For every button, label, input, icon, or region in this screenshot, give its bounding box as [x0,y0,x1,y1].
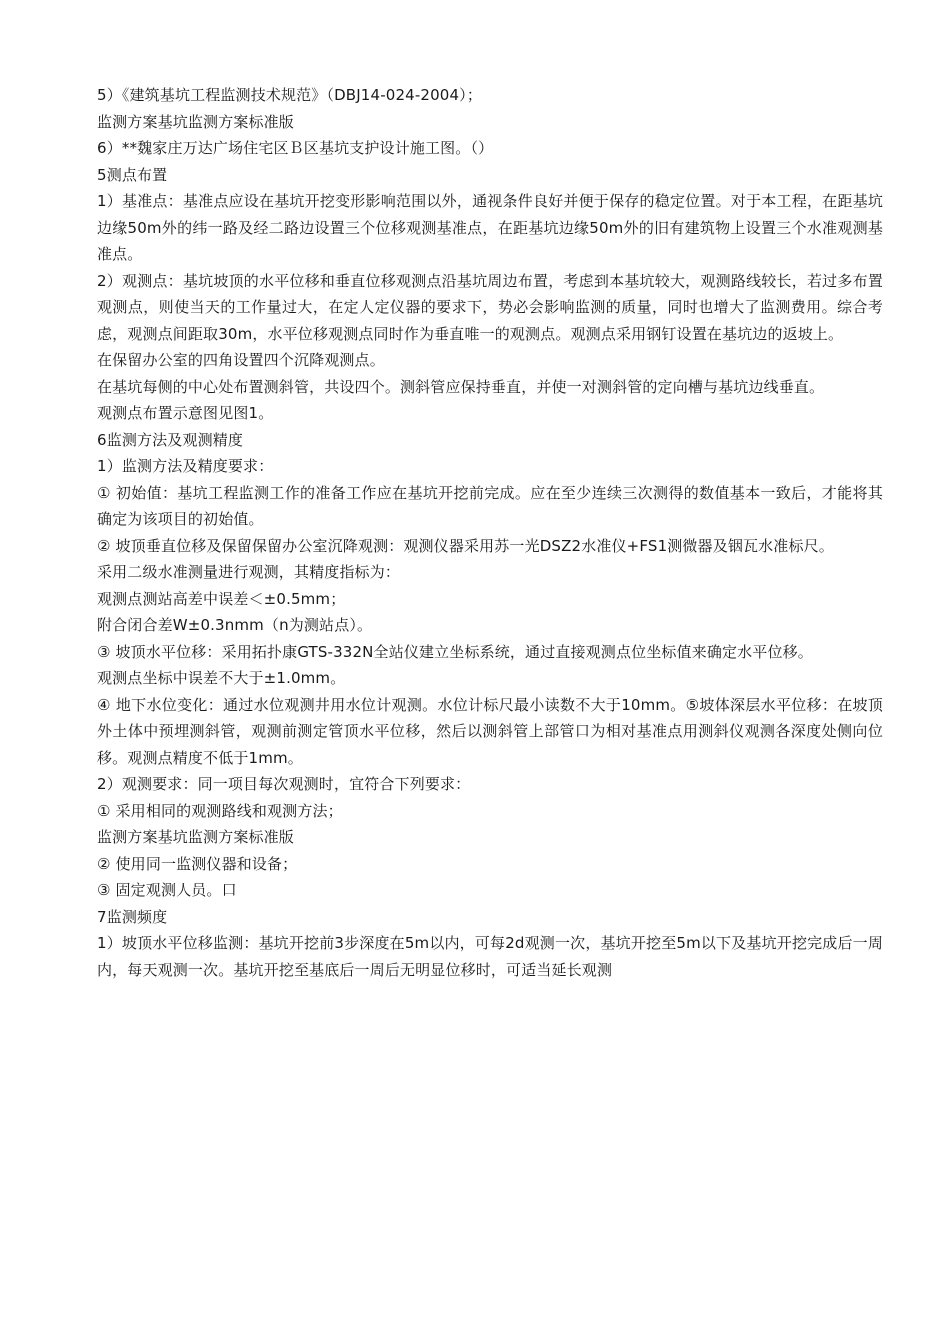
paragraph: ④ 地下水位变化：通过水位观测井用水位计观测。水位计标尺最小读数不大于10mm。⑤坡体深层水平位移：在坡顶外土体中预埋测斜管，观测前测定管顶水平位移，然后以测斜管上部管口为相对基准点用测斜仪观测各深度处侧向位移。观测点精度不低于1mm。 [97,695,883,767]
paragraph: ② 坡顶垂直位移及保留保留办公室沉降观测：观测仪器采用苏一光DSZ2水准仪+FS1测微器及铟瓦水准标尺。 [97,536,834,555]
paragraph: ① 初始值：基坑工程监测工作的准备工作应在基坑开挖前完成。应在至少连续三次测得的数值基本一致后，才能将其确定为该项目的初始值。 [97,483,883,528]
paragraph: 监测方案基坑监测方案标准版 [97,112,294,131]
section-heading: 5测点布置 [97,165,168,184]
paragraph: 1）基准点：基准点应设在基坑开挖变形影响范围以外，通视条件良好并便于保存的稳定位置。对于本工程，在距基坑边缘50m外的纬一路及经二路边设置三个位移观测基准点，在距基坑边缘50m外的旧有建筑物上设置三个水准观测基准点。 [97,192,883,263]
paragraph: 监测方案基坑监测方案标准版 [97,828,294,846]
paragraph: 观测点布置示意图见图1。 [97,404,274,422]
paragraph: 1）监测方法及精度要求： [97,457,274,475]
paragraph: 附合闭合差W±0.3nmm（n为测站点）。 [97,616,373,634]
section-heading: 7监测频度 [97,907,168,926]
paragraph: 6）**魏家庄万达广场住宅区Ｂ区基坑支护设计施工图。（） [97,139,494,157]
paragraph: ③ 坡顶水平位移：采用拓扑康GTS-332N全站仪建立坐标系统，通过直接观测点位坐标值来确定水平位移。 [97,642,813,661]
paragraph: 观测点坐标中误差不大于±1.0mm。 [97,669,346,687]
paragraph: ① 采用相同的观测路线和观测方法； [97,801,343,820]
paragraph: 在基坑每侧的中心处布置测斜管，共设四个。测斜管应保持垂直，并使一对测斜管的定向槽与基坑边线垂直。 [97,377,825,396]
paragraph: 5）《建筑基坑工程监测技术规范》（DBJ14-024-2004）； [97,86,482,104]
paragraph: ③ 固定观测人员。口 [97,881,237,899]
paragraph: 观测点测站高差中误差＜±0.5mm； [97,589,346,608]
paragraph: 采用二级水准测量进行观测，其精度指标为： [97,563,401,581]
paragraph: 2）观测点：基坑坡顶的水平位移和垂直位移观测点沿基坑周边布置，考虑到本基坑较大，观测路线较长，若过多布置观测点，则使当天的工作量过大，在定人定仪器的要求下，势必会影响监测的质量，同时也增大了监测费用。综合考虑，观测点间距取30m，水平位移观测点同时作为垂直唯一的观测点。观测点采用钢钉设置在基坑边的返坡上。 [97,271,883,343]
paragraph: 在保留办公室的四角设置四个沉降观测点。 [97,351,385,369]
section-heading: 6监测方法及观测精度 [97,430,244,449]
paragraph: 2）观测要求：同一项目每次观测时，宜符合下列要求： [97,775,471,793]
paragraph: ② 使用同一监测仪器和设备； [97,854,298,873]
document-page [97,82,883,983]
paragraph: 1）坡顶水平位移监测：基坑开挖前3步深度在5m以内，可每2d观测一次，基坑开挖至5m以下及基坑开挖完成后一周内，每天观测一次。基坑开挖至基底后一周后无明显位移时，可适当延长观测 [97,934,883,979]
